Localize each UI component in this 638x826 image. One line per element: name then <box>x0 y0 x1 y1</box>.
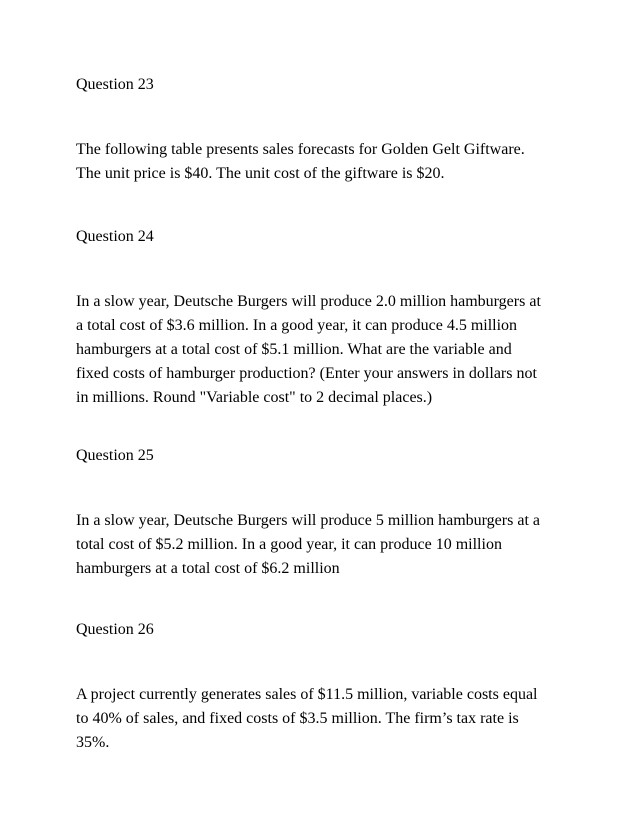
question-26-line: 35%. <box>76 734 110 751</box>
question-26-line: to 40% of sales, and fixed costs of $3.5 million. The firm’s tax rate is <box>76 710 519 727</box>
question-24-text <box>76 290 566 410</box>
question-23-heading: Question 23 <box>76 76 154 93</box>
question-25-line: hamburgers at a total cost of $6.2 million <box>76 560 340 577</box>
question-25-text <box>76 509 566 581</box>
question-24-line: hamburgers at a total cost of $5.1 million. What are the variable and <box>76 341 512 358</box>
question-25-line: total cost of $5.2 million. In a good year, it can produce 10 million <box>76 536 502 553</box>
question-24-line: fixed costs of hamburger production? (Enter your answers in dollars not <box>76 365 537 382</box>
question-26-line: A project currently generates sales of $11.5 million, variable costs equal <box>76 686 538 703</box>
question-26-heading: Question 26 <box>76 621 154 638</box>
question-25-heading: Question 25 <box>76 447 154 464</box>
question-26-text <box>76 683 566 755</box>
question-24-line: in millions. Round "Variable cost" to 2 decimal places.) <box>76 389 433 406</box>
question-24-line: a total cost of $3.6 million. In a good year, it can produce 4.5 million <box>76 317 518 334</box>
question-23-text <box>76 138 566 186</box>
question-25-line: In a slow year, Deutsche Burgers will produce 5 million hamburgers at a <box>76 512 540 529</box>
question-23-line: The unit price is $40. The unit cost of the giftware is $20. <box>76 165 445 182</box>
question-24-line: In a slow year, Deutsche Burgers will produce 2.0 million hamburgers at <box>76 293 541 310</box>
question-23-line: The following table presents sales forecasts for Golden Gelt Giftware. <box>76 141 525 158</box>
question-24-heading: Question 24 <box>76 228 154 245</box>
